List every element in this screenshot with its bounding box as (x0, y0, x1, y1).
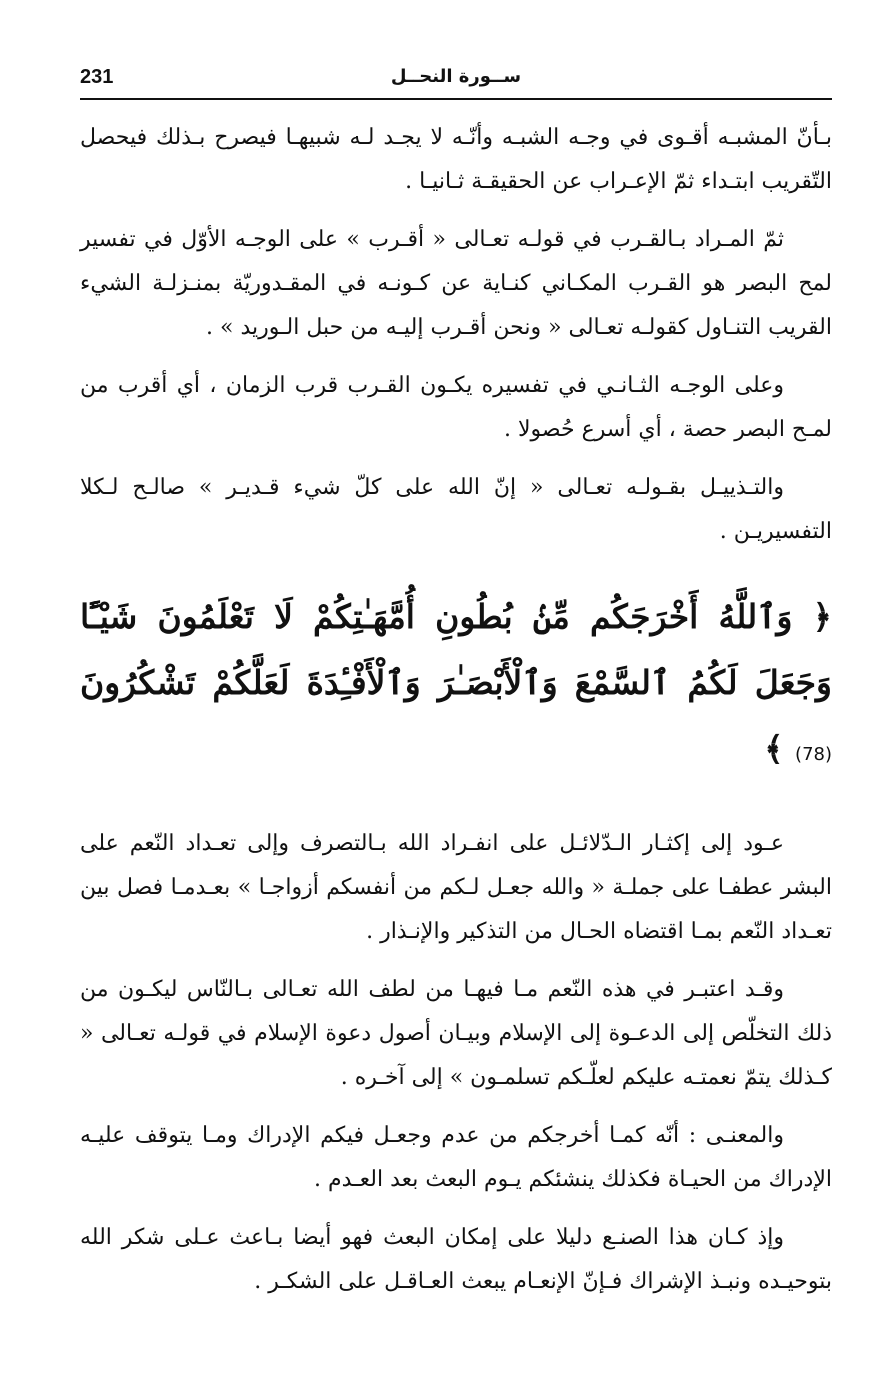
verse-close-bracket: ﴾ (764, 729, 784, 768)
running-title: ســورة النحــل (390, 66, 522, 87)
paragraph: وقـد اعتبـر في هذه النّعم مـا فيهـا من لطف الله تعـالى بـالنّاس ليكـون من ذلك التخلّص إلى الدعـوة إلى الإسلام وبيـان أصول دعوة الإسلام في قولـه تعـالى « كـذلك يتمّ نعمتـه عليكم لعلّـكم تسلمـون » إلى آخـره . (80, 977, 832, 1090)
paragraph: وإذ كـان هذا الصنـع دليلا على إمكان البعث فهو أيضا بـاعث عـلى شكر الله بتوحيـده ونبـذ الإشراك فـإنّ الإنعـام يبعث العـاقـل على الشكـر . (80, 1225, 832, 1294)
paragraph: بـأنّ المشبـه أقـوى في وجـه الشبـه وأنّـه لا يجـد لـه شبيهـا فيصرح بـذلك فيحصل التّقريب ابتـداء ثمّ الإعـراب عن الحقيقـة ثـانيـا . (80, 125, 832, 194)
paragraph: ثمّ المـراد بـالقـرب في قولـه تعـالى « أقـرب » على الوجـه الأوّل في تفسير لمح البصر هو القـرب المكـاني كنـاية عن كـونـه في المقـدوريّة بمنـزلـة الشيء القريب التنـاول كقولـه تعـالى « ونحن أقـرب إليـه من حبل الـوريد » . (80, 227, 832, 340)
paragraph: عـود إلى إكثـار الـدّلائـل على انفـراد الله بـالتصرف وإلى تعـداد النّعم على البشر عطفـا على جملـة « والله جعـل لـكم من أنفسكم أزواجـا » بعـدمـا فصل بين تعـداد النّعم بمـا اقتضاه الحـال من التذكير والإنـذار . (80, 831, 832, 944)
paragraph: والمعنـى : أنّه كمـا أخرجكم من عدم وجعـل فيكم الإدراك ومـا يتوقف عليـه الإدراك من الحيـاة فكذلك ينشئكم يـوم البعث بعد العـدم . (80, 1123, 832, 1192)
verse-number: (78) (795, 744, 832, 765)
page-number: 231 (80, 66, 114, 88)
main-text (80, 116, 832, 1318)
paragraph: وعلى الوجـه الثـانـي في تفسيره يكـون القـرب قرب الزمان ، أي أقرب من لمـح البصر حصة ، أي أسرع حُصولا . (80, 373, 832, 442)
quran-verse (80, 584, 832, 788)
paragraph: والتـذييـل بقـولـه تعـالى « إنّ الله على كلّ شيء قـديـر » صالـح لـكلا التفسيريـن . (80, 475, 832, 544)
page-header (80, 62, 832, 102)
verse-open-bracket: ﴿ (812, 597, 833, 636)
header-rule (80, 98, 832, 100)
verse-text: وَٱللَّهُ أَخْرَجَكُم مِّنۢ بُطُونِ أُمَّهَـٰتِكُمْ لَا تَعْلَمُونَ شَيْـًٔا وَجَعَلَ لَكُمُ ٱلسَّمْعَ وَٱلْأَبْصَـٰرَ وَٱلْأَفْـِٔدَةَ لَعَلَّكُمْ تَشْكُرُونَ (80, 597, 832, 702)
